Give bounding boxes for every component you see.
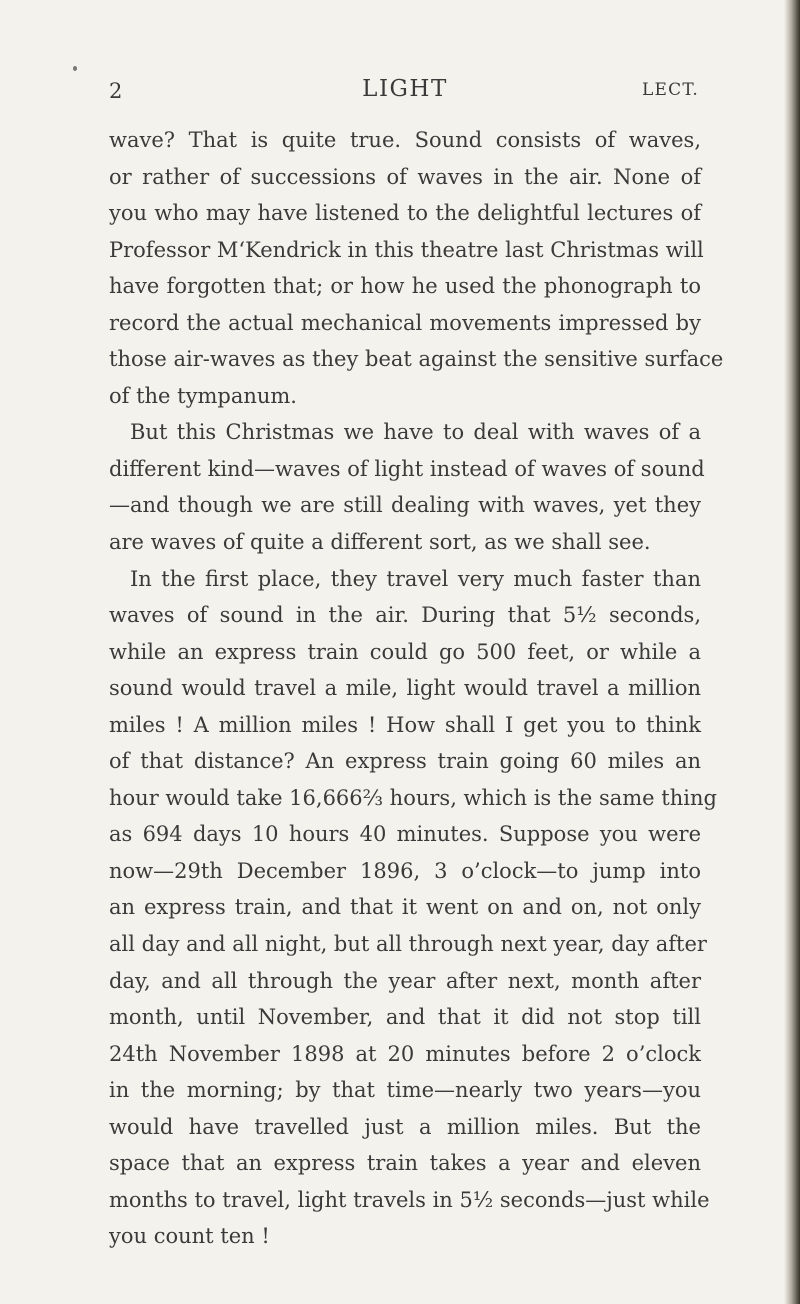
text-line: miles ! A million miles ! How shall I get you to think	[109, 712, 701, 737]
text-line: day, and all through the year after next, month after	[109, 968, 701, 993]
text-line: In the first place, they travel very much faster than	[130, 566, 701, 591]
text-line: record the actual mechanical movements impressed by	[109, 310, 701, 335]
text-line: 24th November 1898 at 20 minutes before 2 o’clock	[109, 1041, 701, 1066]
text-line: now—29th December 1896, 3 o’clock—to jump into	[109, 858, 701, 883]
text-line: Professor M‘Kendrick in this theatre last Christmas will	[109, 237, 704, 262]
running-title: LIGHT	[362, 76, 448, 102]
text-line: of that distance? An express train going 60 miles an	[109, 749, 701, 774]
text-line: or rather of successions of waves in the air. None of	[109, 164, 701, 189]
text-line: wave? That is quite true. Sound consists of waves,	[109, 128, 701, 152]
text-line: months to travel, light travels in 5½ seconds—just while	[109, 1187, 710, 1212]
text-line: hour would take 16,666⅔ hours, which is the same thing	[109, 785, 717, 810]
text-line: But this Christmas we have to deal with waves of a	[130, 420, 701, 445]
text-line: you who may have listened to the delightful lectures of	[109, 201, 701, 226]
text-line: an express train, and that it went on and on, not only	[109, 895, 701, 920]
text-line: while an express train could go 500 feet, or while a	[109, 639, 701, 664]
text-line: you count ten !	[109, 1224, 270, 1249]
ink-speck	[73, 66, 77, 71]
text-line: —and though we are still dealing with waves, yet they	[109, 493, 701, 518]
text-line: month, until November, and that it did not stop till	[109, 1005, 701, 1030]
text-line: those air-waves as they beat against the sensitive surface	[109, 347, 724, 372]
text-line: have forgotten that; or how he used the phonograph to	[109, 274, 701, 299]
text-line: sound would travel a mile, light would travel a million	[109, 676, 701, 701]
text-line: in the morning; by that time—nearly two years—you	[109, 1078, 701, 1103]
text-line: all day and all night, but all through next year, day after	[109, 932, 707, 957]
text-line: are waves of quite a different sort, as we shall see.	[109, 530, 651, 555]
text-line: as 694 days 10 hours 40 minutes. Suppose you were	[109, 822, 701, 847]
text-line: space that an express train takes a year and eleven	[109, 1151, 701, 1176]
text-line: of the tympanum.	[109, 383, 297, 408]
body-text	[109, 122, 724, 1255]
text-line: waves of sound in the air. During that 5½ seconds,	[109, 603, 701, 628]
running-head	[109, 76, 701, 106]
text-line: would have travelled just a million miles. But the	[109, 1114, 701, 1139]
page-number: 2	[109, 79, 123, 103]
page-edge-shadow	[784, 0, 800, 1304]
text-line: different kind—waves of light instead of waves of sound	[109, 456, 705, 481]
section-label: LECT.	[642, 80, 699, 100]
